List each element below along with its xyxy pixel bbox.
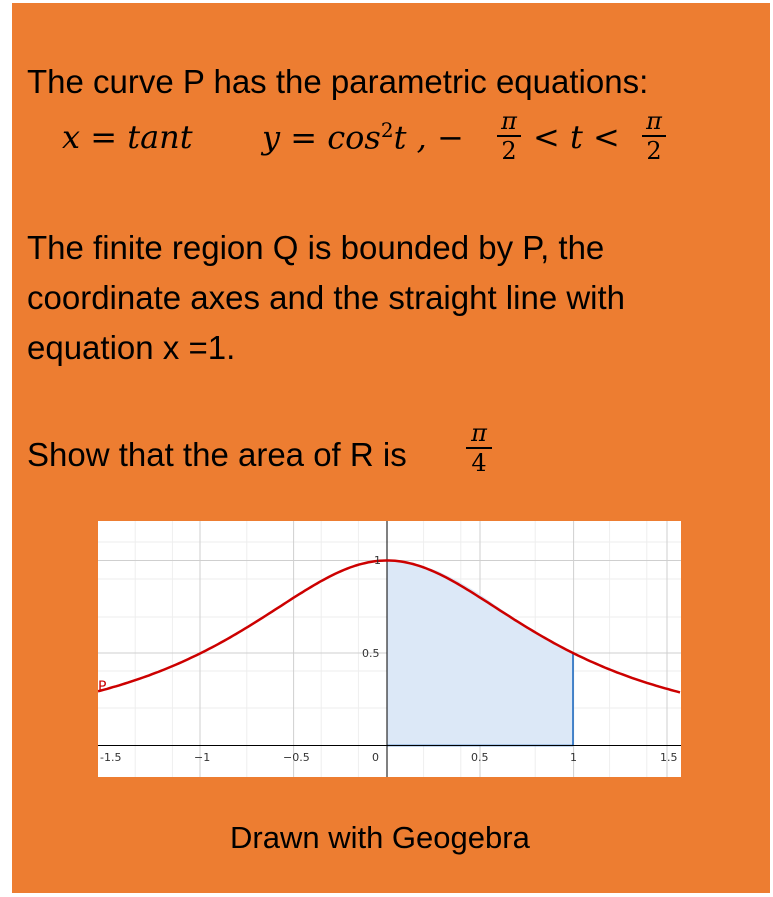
caption: Drawn with Geogebra — [230, 820, 530, 855]
x-tick-label: 0 — [372, 751, 379, 764]
pi-over-2: π 2 — [642, 108, 666, 164]
y-tick-label: 0.5 — [362, 647, 380, 660]
region-text-3: equation x =1. — [27, 329, 236, 366]
equation-y: $y = \cos^2t$ , − — [262, 118, 464, 157]
region-text-1: The finite region Q is bounded by P, the — [27, 229, 605, 266]
x-tick-label: 1.5 — [660, 751, 678, 764]
x-tick-label: 0.5 — [471, 751, 489, 764]
equation-x: x = tant — [62, 118, 193, 156]
intro-text: The curve P has the parametric equations: — [27, 63, 649, 100]
x-tick-label: −0.5 — [283, 751, 310, 764]
show-text: Show that the area of R is — [27, 436, 407, 473]
y-tick-label: 1 — [374, 554, 381, 567]
x-tick-label: −1 — [194, 751, 211, 764]
x-tick-label: 1 — [570, 751, 577, 764]
geogebra-graph — [98, 521, 681, 777]
inequality: < t < — [533, 118, 620, 156]
region-text-2: coordinate axes and the straight line with — [27, 279, 626, 316]
pi-over-4: π 4 — [466, 420, 492, 476]
curve-label: P — [98, 679, 107, 695]
neg-pi-over-2: π 2 — [497, 108, 521, 164]
x-tick-label: -1.5 — [100, 751, 122, 764]
